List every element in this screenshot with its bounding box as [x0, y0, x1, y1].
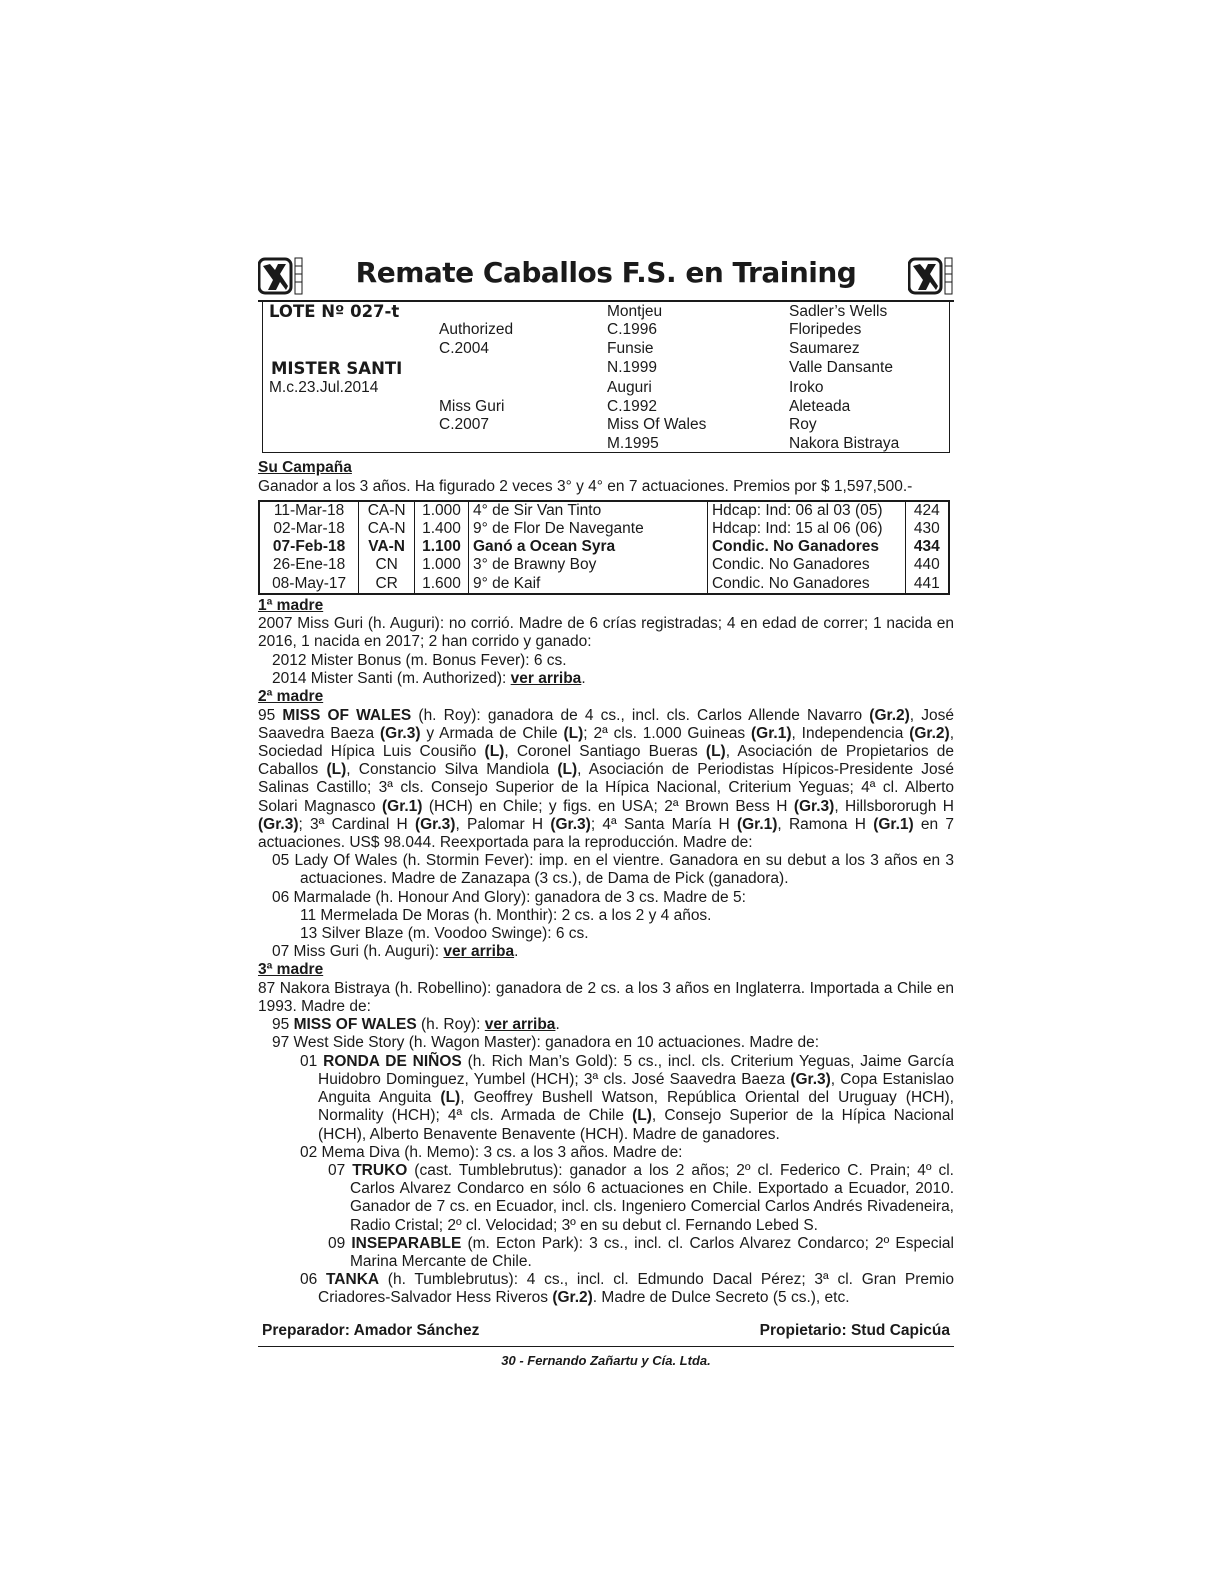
ped-gen2: C.1992	[607, 398, 657, 415]
ped-gen3: Nakora Bistraya	[789, 435, 900, 452]
madre2-grand-offspring: 11 Mermelada De Moras (h. Monthir): 2 cs. a los 2 y 4 años.	[300, 906, 712, 924]
brand-logo-icon	[908, 256, 954, 296]
madre3-grand-offspring: 01 RONDA DE NIÑOS (h. Rich Man’s Gold): 5 cs., incl. cls. Criterium Yeguas, Jaime García Huidobro Dominguez, Yumbel (HCH); 3ª cls. José Saavedra Baeza (Gr.3), Copa Estanislao Anguita Anguita (L), Geoffrey Bushell Watson, República Oriental del Uruguay (HCH), Normality (HCH); 4ª cls. Armada de Chile (L), Consejo Superior de la Hípica Nacional (HCH), Alberto Benavente Benavente (HCH). Madre de ganadores.	[300, 1052, 954, 1143]
ped-gen2: Montjeu	[607, 303, 663, 320]
campaign-cell-num: 434	[905, 538, 949, 556]
ped-gen3: Saumarez	[789, 340, 860, 357]
campaign-cell-dist: 1.000	[415, 501, 469, 520]
madre1-offspring: 2012 Mister Bonus (m. Bonus Fever): 6 cs.	[272, 651, 567, 669]
madre3-grand-offspring: 06 TANKA (h. Tumblebrutus): 4 cs., incl. cl. Edmundo Dacal Pérez; 3ª cl. Gran Premio Criadores-Salvador Hess Riveros (Gr.2). Madre de Dulce Secreto (5 cs.), etc.	[300, 1271, 954, 1307]
madre3-heading: 3ª madre	[258, 961, 324, 979]
madre2-offspring: 06 Marmalade (h. Honour And Glory): ganadora de 3 cs. Madre de 5:	[272, 888, 746, 906]
madre1-offspring: 2014 Mister Santi (m. Authorized): ver arriba.	[272, 669, 586, 687]
ped-gen2: N.1999	[607, 359, 657, 376]
campaign-cell-result: 3° de Brawny Boy	[468, 556, 707, 574]
madre2-offspring: 05 Lady Of Wales (h. Stormin Fever): imp. en el vientre. Ganadora en su debut a los 3 años en 3 actuaciones. Madre de Zanazapa (3 cs.), de Dama de Pick (ganadora).	[272, 852, 954, 888]
ped-gen3: Aleteada	[789, 398, 851, 415]
madre3-offspring: 95 MISS OF WALES (h. Roy): ver arriba.	[272, 1016, 560, 1034]
campaign-cell-date: 11-Mar-18	[259, 501, 359, 520]
ped-gen3: Valle Dansante	[789, 359, 893, 376]
offspring-text: 95 MISS OF WALES (h. Roy):	[272, 1016, 485, 1034]
campaign-cell-race: Condic. No Ganadores	[707, 556, 905, 574]
preparador-label: Preparador: Amador Sánchez	[262, 1321, 480, 1339]
horse-name: MISTER SANTI	[271, 359, 403, 378]
campaign-heading: Su Campaña	[258, 459, 352, 476]
campaign-cell-date: 07-Feb-18	[259, 538, 359, 556]
campaign-cell-race: Hdcap: Ind: 06 al 03 (05)	[707, 501, 905, 520]
campaign-cell-race: Hdcap: Ind: 15 al 06 (06)	[707, 520, 905, 538]
page-title: Remate Caballos F.S. en Training	[355, 256, 857, 289]
madre3-grand-offspring: 02 Mema Diva (h. Memo): 3 cs. a los 3 años. Madre de:	[300, 1143, 683, 1161]
campaign-summary: Ganador a los 3 años. Ha figurado 2 veces 3° y 4° en 7 actuaciones. Premios por $ 1,597,500.-	[258, 477, 913, 495]
madre3-offspring: 97 West Side Story (h. Wagon Master): ganadora en 10 actuaciones. Madre de:	[272, 1034, 820, 1052]
catalog-page	[258, 254, 954, 1368]
campaign-table	[258, 500, 950, 595]
campaign-cell-track: CR	[359, 575, 415, 594]
madre2-text: 95 MISS OF WALES (h. Roy): ganadora de 4 cs., incl. cls. Carlos Allende Navarro (Gr.2), José Saavedra Baeza (Gr.3) y Armada de Chile (L); 2ª cls. 1.000 Guineas (Gr.1), Independencia (Gr.2), Sociedad Hípica Luis Cousiño (L), Coronel Santiago Bueras (L), Asociación de Propietarios de Caballos (L), Constancio Silva Mandiola (L), Asociación de Periodistas Hípicos-Presidente José Salinas Castillo; 3ª cls. Consejo Superior de la Hípica Nacional, Criterium Yeguas; 4ª cl. Alberto Solari Magnasco (Gr.1) (HCH) en Chile; y figs. en USA; 2ª Brown Bess H (Gr.3), Hillsbororugh H (Gr.3); 3ª Cardinal H (Gr.3), Palomar H (Gr.3); 4ª Santa María H (Gr.1), Ramona H (Gr.1) en 7 actuaciones. US$ 98.044. Reexportada para la reproducción. Madre de:	[258, 706, 954, 851]
campaign-cell-dist: 1.000	[415, 556, 469, 574]
campaign-cell-num: 441	[905, 575, 949, 594]
campaign-cell-num: 440	[905, 556, 949, 574]
offspring-text: 2014 Mister Santi (m. Authorized):	[272, 669, 511, 687]
offspring-text: 07 Miss Guri (h. Auguri):	[272, 943, 444, 961]
campaign-cell-num: 424	[905, 501, 949, 520]
campaign-cell-track: VA-N	[359, 538, 415, 556]
campaign-cell-track: CA-N	[359, 501, 415, 520]
campaign-cell-race: Condic. No Ganadores	[707, 575, 905, 594]
ped-gen3: Sadler’s Wells	[789, 303, 888, 320]
ped-gen3: Iroko	[789, 379, 824, 396]
campaign-cell-date: 26-Ene-18	[259, 556, 359, 574]
campaign-cell-result: Ganó a Ocean Syra	[468, 538, 707, 556]
ped-gen2: Funsie	[607, 340, 654, 357]
sire-name: Authorized	[439, 321, 514, 338]
madre1-text: 2007 Miss Guri (h. Auguri): no corrió. Madre de 6 crías registradas; 4 en edad de correr; 1 nacida en 2016, 1 nacida en 2017; 2 han corrido y ganado:	[258, 615, 954, 651]
ped-gen3: Floripedes	[789, 321, 862, 338]
ped-gen2: C.1996	[607, 321, 657, 338]
ped-gen3: Roy	[789, 416, 817, 433]
madre3-text: 87 Nakora Bistraya (h. Robellino): ganadora de 2 cs. a los 3 años en Inglaterra. Importada a Chile en 1993. Madre de:	[258, 979, 954, 1016]
ped-gen2: M.1995	[607, 435, 659, 452]
campaign-cell-race: Condic. No Ganadores	[707, 538, 905, 556]
ped-gen2: Miss Of Wales	[607, 416, 707, 433]
campaign-row	[259, 556, 949, 574]
madre2-grand-offspring: 13 Silver Blaze (m. Voodoo Swinge): 6 cs.	[300, 924, 589, 942]
madre1-heading: 1ª madre	[258, 596, 324, 614]
campaign-cell-num: 430	[905, 520, 949, 538]
madre2-offspring: 07 Miss Guri (h. Auguri): ver arriba.	[272, 943, 519, 961]
campaign-row	[259, 501, 949, 520]
page-number: 30 - Fernando Zañartu y Cía. Ltda.	[501, 1352, 711, 1368]
campaign-cell-result: 4° de Sir Van Tinto	[468, 501, 707, 520]
campaign-cell-track: CA-N	[359, 520, 415, 538]
campaign-cell-result: 9° de Kaif	[468, 575, 707, 594]
page-footer	[258, 1322, 954, 1347]
ver-arriba-link[interactable]: ver arriba	[510, 669, 582, 687]
propietario-label: Propietario: Stud Capicúa	[759, 1321, 950, 1339]
pedigree-box	[262, 302, 950, 453]
campaign-cell-dist: 1.400	[415, 520, 469, 538]
dam-info: C.2007	[439, 416, 489, 433]
page-header	[258, 254, 954, 302]
dam-name: Miss Guri	[439, 398, 505, 415]
lote-number: LOTE Nº 027-t	[269, 302, 400, 321]
campaign-cell-date: 02-Mar-18	[259, 520, 359, 538]
campaign-row	[259, 538, 949, 556]
campaign-row	[259, 575, 949, 594]
sire-info: C.2004	[439, 340, 489, 357]
ver-arriba-link[interactable]: ver arriba	[443, 943, 515, 961]
madre2-heading: 2ª madre	[258, 688, 324, 706]
ped-gen2: Auguri	[607, 379, 652, 396]
madre3-great-grand-offspring: 09 INSEPARABLE (m. Ecton Park): 3 cs., incl. cl. Carlos Alvarez Condarco; 2º Especial Marina Mercante de Chile.	[328, 1234, 954, 1270]
madre3-great-grand-offspring: 07 TRUKO (cast. Tumblebrutus): ganador a los 2 años; 2º cl. Federico C. Prain; 4º cl. Carlos Alvarez Condarco en sólo 6 actuaciones en Chile. Exportado a Ecuador, 2010. Ganador de 7 cs. en Ecuador, incl. cls. Ingeniero Comercial Carlos Andrés Rivadeneira, Radio Cristal; 2º cl. Velocidad; 3º en su debut cl. Fernando Lebed S.	[328, 1161, 954, 1234]
campaign-cell-track: CN	[359, 556, 415, 574]
campaign-cell-result: 9° de Flor De Navegante	[468, 520, 707, 538]
ver-arriba-link[interactable]: ver arriba	[484, 1016, 556, 1034]
campaign-row	[259, 520, 949, 538]
campaign-cell-date: 08-May-17	[259, 575, 359, 594]
horse-info: M.c.23.Jul.2014	[269, 379, 379, 396]
campaign-cell-dist: 1.600	[415, 575, 469, 594]
campaign-cell-dist: 1.100	[415, 538, 469, 556]
